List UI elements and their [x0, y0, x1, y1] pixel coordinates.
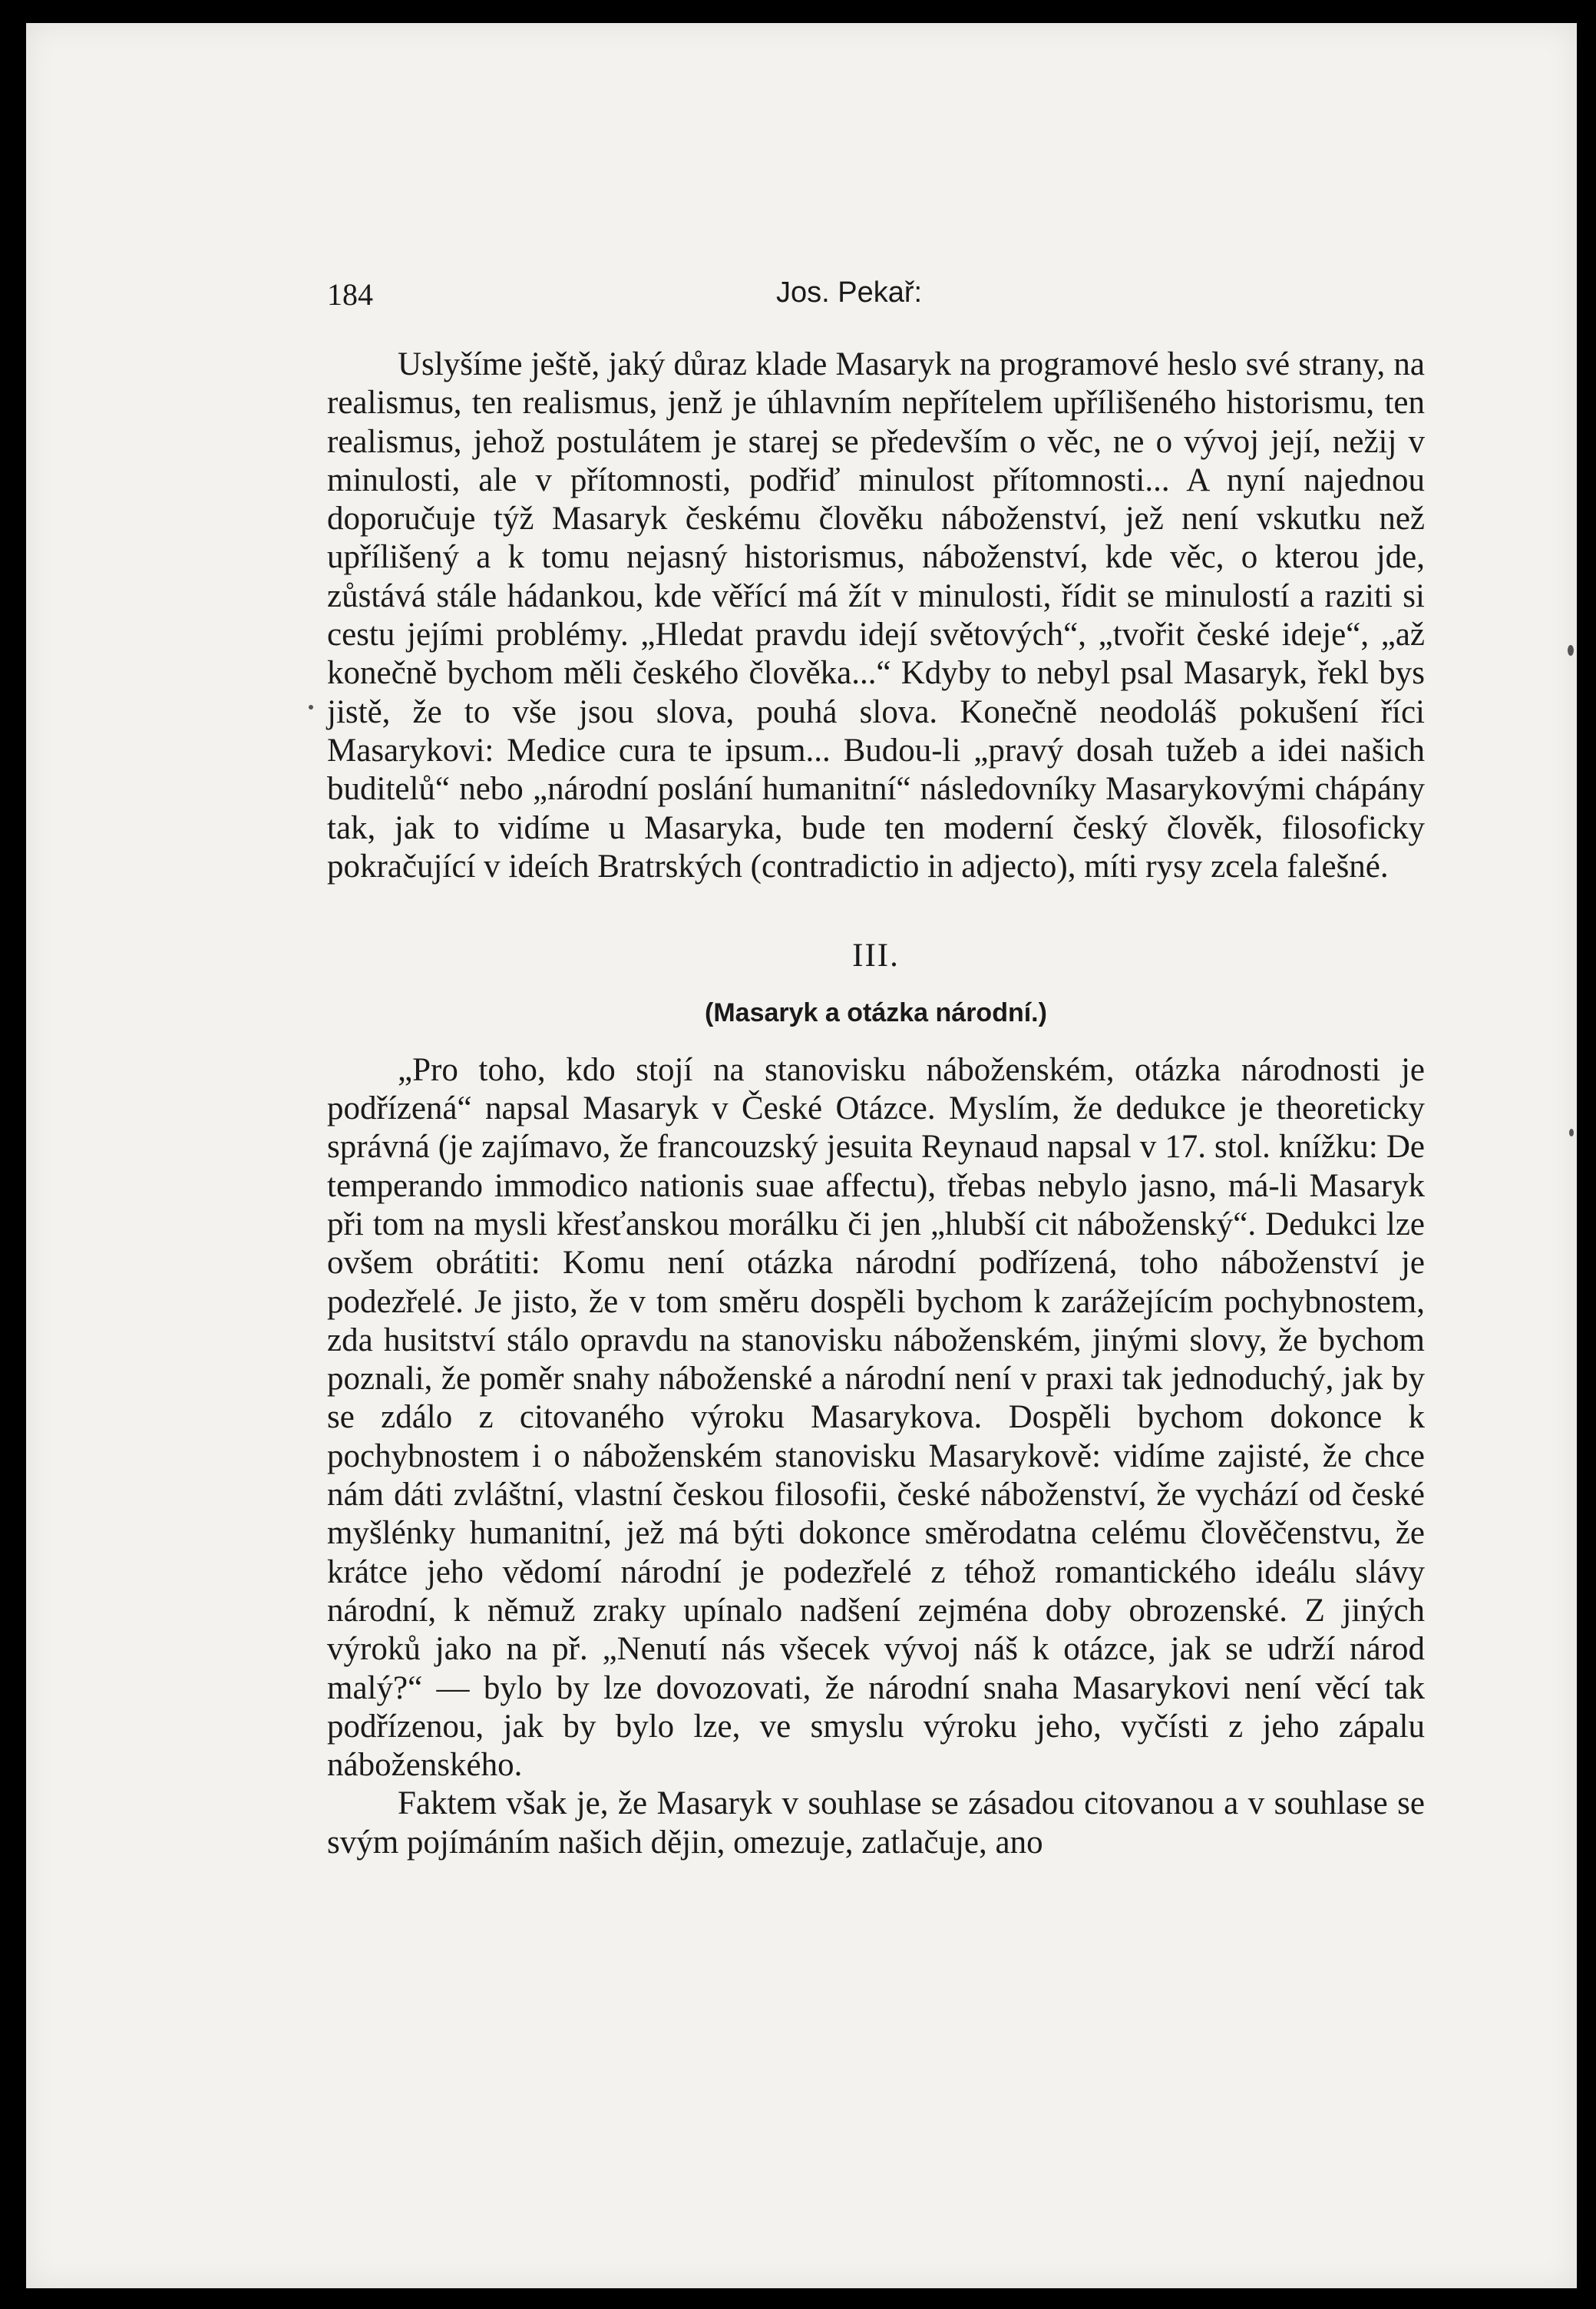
paragraph-3: Faktem však je, že Masaryk v souhlase se zásadou citovanou a v souhlase se svým pojímáním našich dějin, omezuje, zatlačuje, ano [327, 1785, 1425, 1861]
section-title: (Masaryk a otázka národní.) [705, 998, 1047, 1028]
scan-speck [1568, 645, 1574, 656]
scan-speck [1569, 1129, 1574, 1136]
scan-speck [309, 705, 313, 710]
running-head: Jos. Pekař: [776, 276, 923, 309]
paragraph-1: Uslyšíme ještě, jaký důraz klade Masaryk na programové heslo své strany, na realismus, ten realismus, jenž je úhlavním nepřítelem upřílišeného historismu, ten realismus, jehož postulátem je starej se především o věc, ne o vývoj její, nežij v minulosti, ale v přítomnosti, podřiď minulost přítomnosti... A nyní najednou doporučuje týž Masaryk českému člověku náboženství, jež není vskutku než upřílišený a k tomu nejasný historismus, náboženství, kde věc, o kterou jde, zůstává stále hádankou, kde věřící má žít v minulosti, řídit se minulostí a raziti si cestu jejími problémy. „Hledat pravdu idejí světových“, „tvořit české ideje“, „až konečně bychom měli českého člověka...“ Kdyby to nebyl psal Masaryk, řekl bys jistě, že to vše jsou slova, pouhá slova. Konečně neodoláš pokušení říci Masarykovi: Medice cura te ipsum... Budou-li „pravý dosah tužeb a idei našich buditelů“ nebo „národní poslání humanitní“ následovníky Masarykovými chápány tak, jak to vidíme u Masaryka, bude ten moderní český člověk, filosoficky pokračující v ideích Bratrských (contradictio in adjecto), míti rysy zcela falešné. [327, 346, 1425, 885]
body-text [327, 346, 1425, 1862]
scanned-page [26, 23, 1577, 2288]
page-header [327, 276, 1417, 323]
paragraph-2: „Pro toho, kdo stojí na stanovisku náboženském, otázka národnosti je podřízená“ napsal Masaryk v České Otázce. Myslím, že dedukce je theoreticky správná (je zajímavo, že francouzský jesuita Reynaud napsal v 17. stol. knížku: De temperando immodico nationis suae affectu), třebas nebylo jasno, má-li Masaryk při tom na mysli křesťanskou morálku či jen „hlubší cit náboženský“. Dedukci lze ovšem obrátiti: Komu není otázka národní podřízená, toho náboženství je podezřelé. Je jisto, že v tom směru dospěli bychom k zarážejícím pochybnostem, zda husitství stálo opravdu na stanovisku náboženském, jinými slovy, že bychom poznali, že poměr snahy náboženské a národní není v praxi tak jednoduchý, jak by se zdálo z citovaného výroku Masarykova. Dospěli bychom dokonce k pochybnostem i o náboženském stanovisku Masarykově: vidíme zajisté, že chce nám dáti zvláštní, vlastní českou filosofii, české náboženství, že vychází od české myšlénky humanitní, jež má býti dokonce směrodatna celému člověčenstvu, že krátce jeho vědomí národní je podezřelé z téhož romantického ideálu slávy národní, k němuž zraky upínalo nadšení zejména doby obrozenské. Z jiných výroků jako na př. „Nenutí nás všecek vývoj náš k otázce, jak se udrží národ malý?“ — bylo by lze dovozovati, že národní snaha Masarykovi není věcí tak podřízenou, jak by bylo lze, ve smyslu výroku jeho, vyčísti z jeho zápalu náboženského. [327, 1051, 1425, 1784]
page-number: 184 [327, 277, 373, 312]
section-number: III. [852, 938, 900, 974]
